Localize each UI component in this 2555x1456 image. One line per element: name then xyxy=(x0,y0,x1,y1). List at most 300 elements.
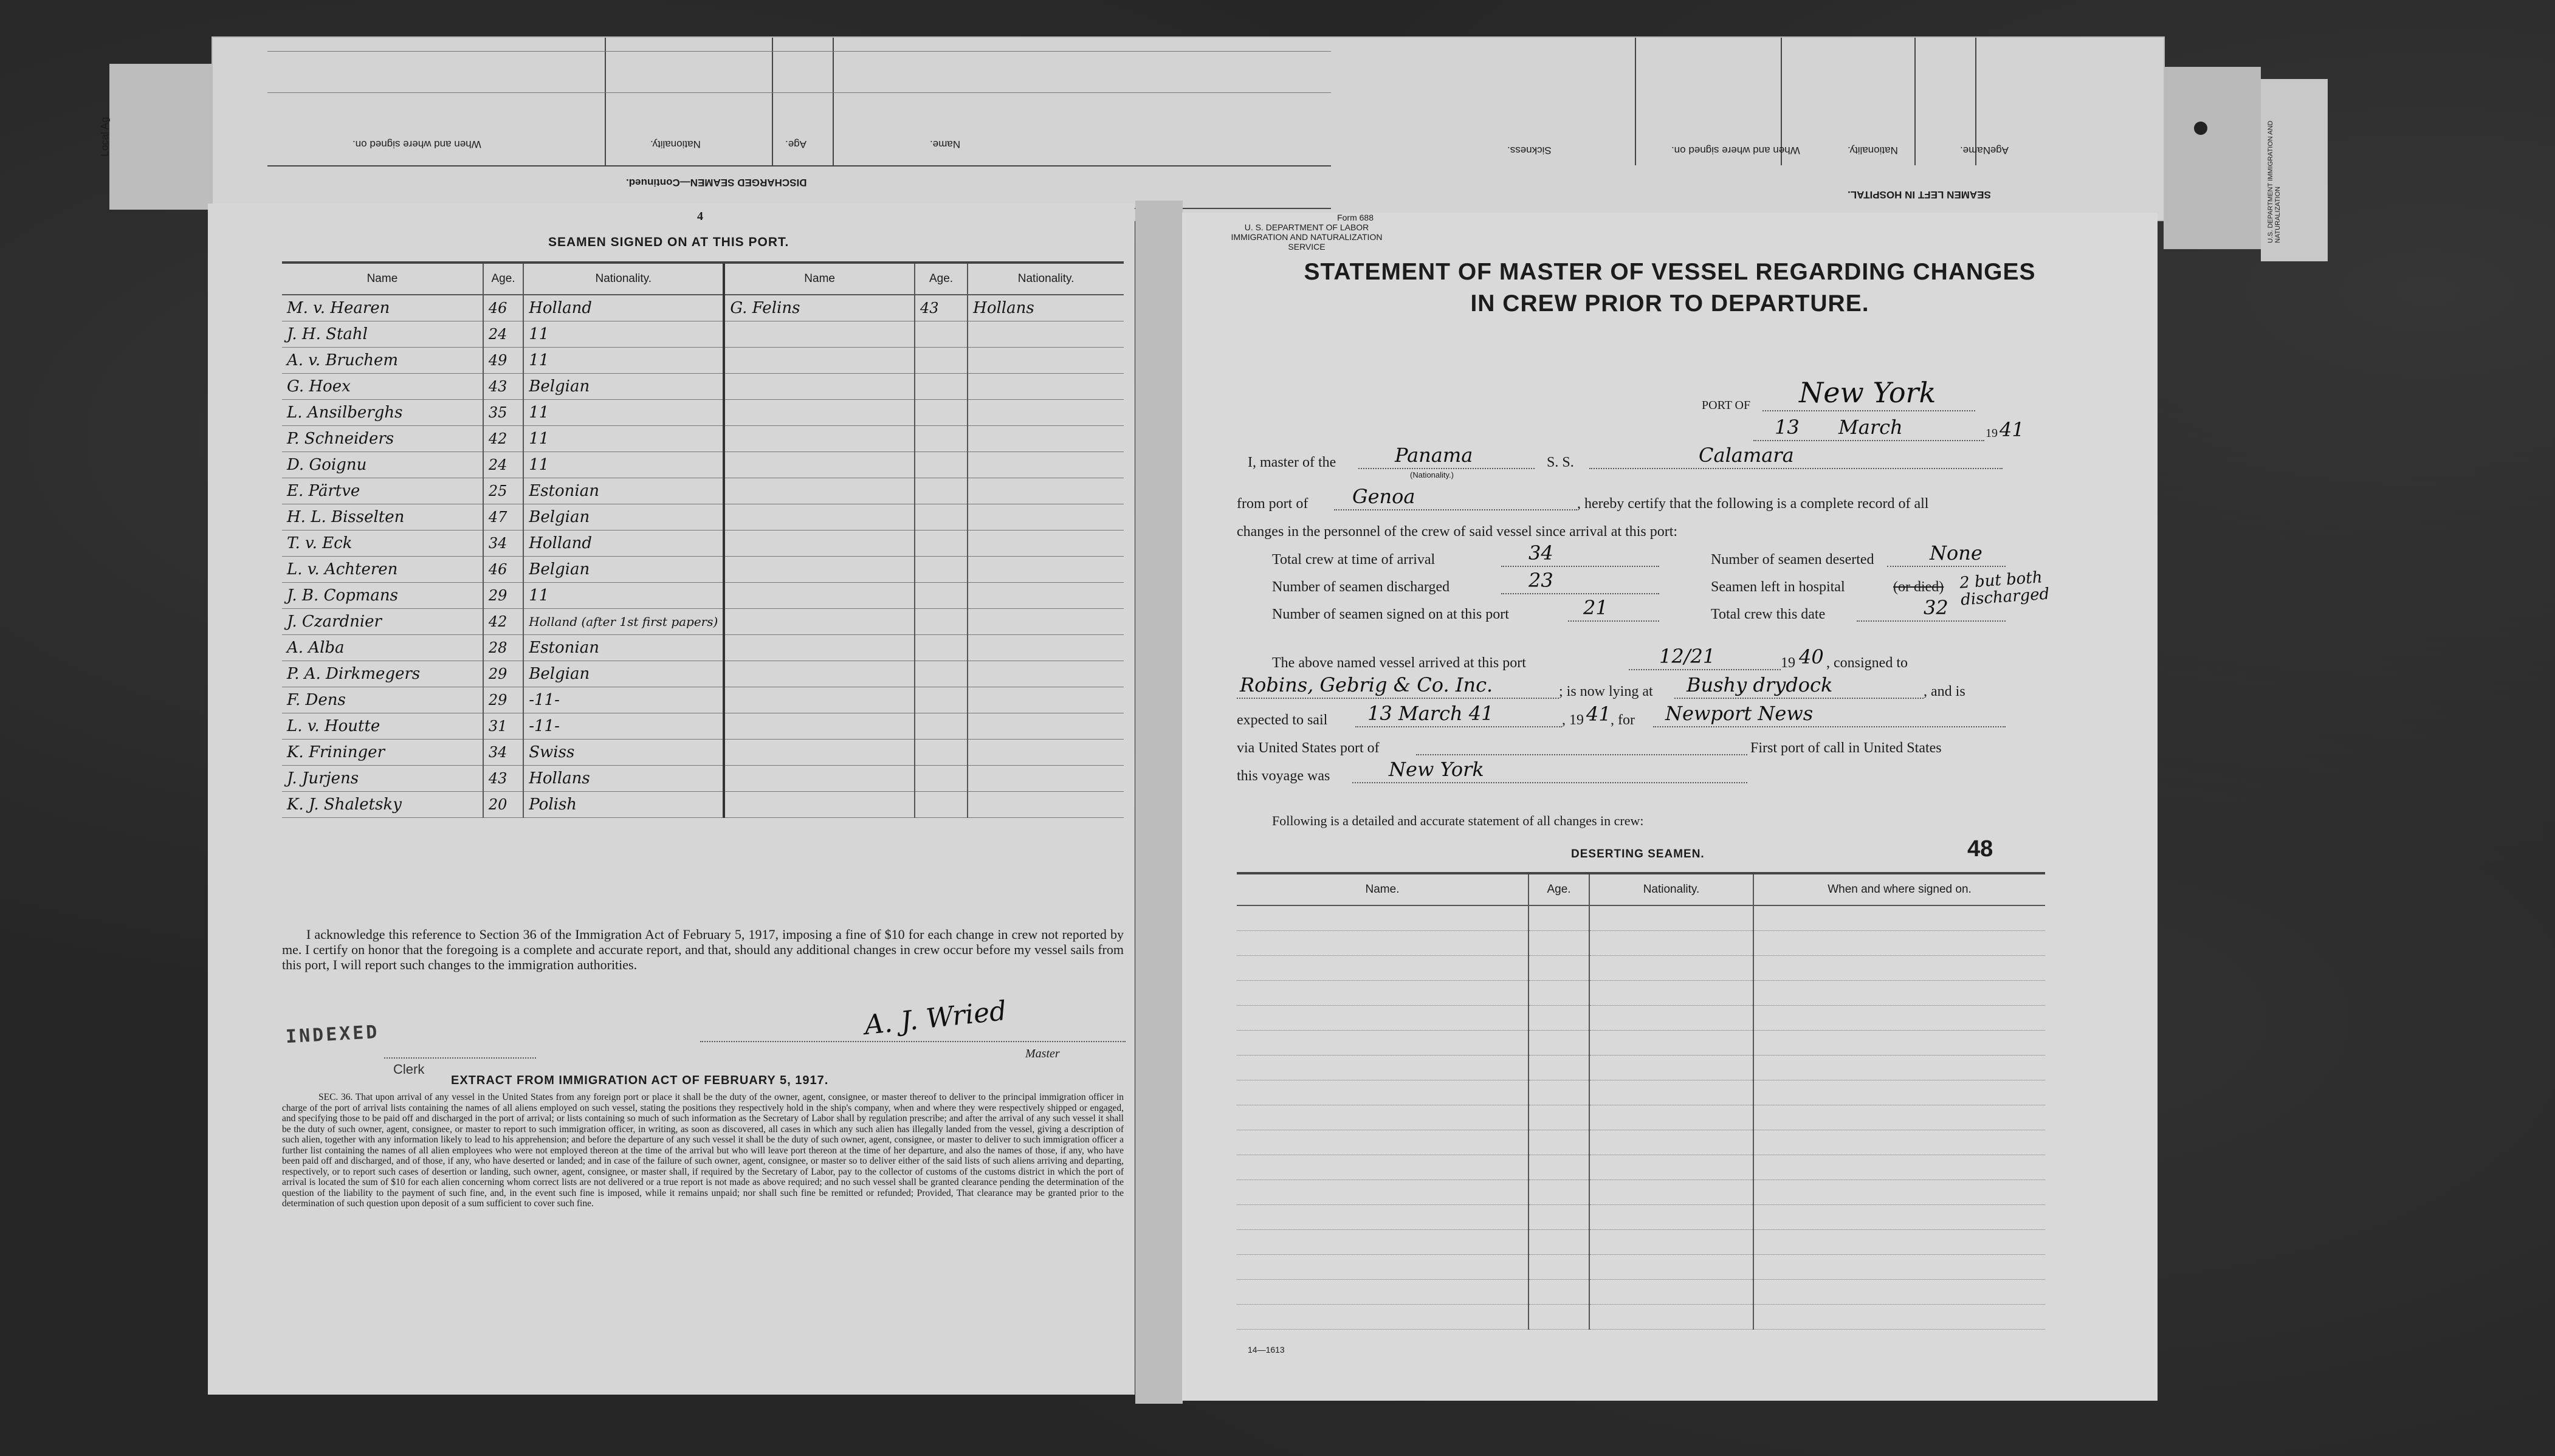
back-left-col-when: When and where signed on. xyxy=(352,139,481,150)
cell-name2 xyxy=(724,713,915,740)
blank-cell xyxy=(1529,905,1589,931)
cell-name2 xyxy=(724,583,915,609)
blank-cell xyxy=(1529,1305,1589,1330)
total-crew-arrival-value: 34 xyxy=(1529,541,1553,565)
cell-nationality2 xyxy=(968,374,1124,400)
blank-cell xyxy=(1753,1180,2045,1205)
blank-cell xyxy=(1529,956,1589,981)
cell-name2 xyxy=(724,400,915,426)
table-row xyxy=(282,713,1124,740)
deserting-col-when: When and where signed on. xyxy=(1753,873,2045,905)
table-row xyxy=(1237,1180,2045,1205)
table-row xyxy=(282,583,1124,609)
blank-cell xyxy=(1529,1205,1589,1230)
blank-cell xyxy=(1237,1205,1529,1230)
table-row xyxy=(1237,931,2045,956)
blank-cell xyxy=(1589,1130,1753,1155)
cell-name: L. v. Houtte xyxy=(282,713,483,740)
extract-text: SEC. 36. That upon arrival of any vessel in the United States from any foreign port or place it shall be the duty of the owner, agent, consignee, or master thereof to deliver to the principal immigration officer in charge of the port of arrival lists containing the names of all aliens employed on such vessel, stating the positions they respectively hold in the ship's company, when and where they were respectively shipped or engaged, and specifying those to be paid off and discharged in the port of arrival; or lists containing so much of such information as the Secretary of Labor shall by regulation prescribe; and after the arrival of any such vessel it shall be the duty of such owner, agent, consignee, or master to report to such immigration officer, in writing, as soon as discovered, all cases in which any such alien has illegally landed from the vessel, giving a description of such alien, together with any information likely to lead to his apprehension; and before the departure of any such vessel it shall be the duty of such owner, agent, consignee, or master to deliver to such immigration officer a further list containing the names of all alien employees who were not employed thereon at the time of the arrival but who will leave port thereon at the time of her departure, and also the names of those, if any, who have been paid off and discharged, and of those, if any, who have deserted or landed; and in case of the failure of such owner, agent, consignee, or master so to deliver either of the said lists of such aliens arriving and departing, respectively, or to report such cases of desertion or landing, such owner, agent, consignee, or master shall, if required by the Secretary of Labor, pay to the collector of customs of the customs district in which the port of arrival is located the sum of $10 for each alien concerning whom correct lists are not delivered or a true report is not made as above required; and no such vessel shall be granted clearance pending the determination of the question of the liability to the payment of such fine, and, in the event such fine is imposed, while it remains unpaid; nor shall such fine be remitted or refunded; Provided, That clearance may be granted prior to the determination of such question upon deposit of a sum sufficient to cover such fine. xyxy=(282,1092,1124,1209)
table-row xyxy=(1237,1230,2045,1255)
hospital-value: 2 but both discharged xyxy=(1959,568,2051,610)
consignee-field xyxy=(1237,670,1559,699)
cell-age2 xyxy=(915,557,968,583)
cell-nationality2 xyxy=(968,583,1124,609)
and-is-label: , and is xyxy=(1924,684,1965,699)
cell-nationality: Swiss xyxy=(523,740,724,766)
total-crew-date-label: Total crew this date xyxy=(1711,606,1826,622)
date-year: 41 xyxy=(2000,418,2024,441)
cell-nationality2 xyxy=(968,426,1124,452)
divider xyxy=(267,165,1331,167)
blank-cell xyxy=(1237,1130,1529,1155)
table-row xyxy=(282,557,1124,583)
expected-value: 13 March 41 xyxy=(1367,702,1494,725)
signed-on-field xyxy=(1568,592,1659,622)
cell-age: 31 xyxy=(483,713,523,740)
table-row xyxy=(282,321,1124,348)
blank-cell xyxy=(1589,1056,1753,1080)
cell-nationality: 11 xyxy=(523,400,724,426)
table-row xyxy=(1237,1130,2045,1155)
extract-heading: EXTRACT FROM IMMIGRATION ACT OF FEBRUARY 5, 1917. xyxy=(451,1074,829,1087)
expected-label: expected to sail xyxy=(1237,712,1328,728)
blank-cell xyxy=(1237,1180,1529,1205)
cell-nationality: 11 xyxy=(523,321,724,348)
blank-cell xyxy=(1529,1056,1589,1080)
cell-nationality: 11 xyxy=(523,348,724,374)
for-label: , for xyxy=(1611,712,1635,728)
cell-nationality: 11 xyxy=(523,583,724,609)
table-row xyxy=(282,426,1124,452)
blank-cell xyxy=(1589,1255,1753,1280)
cell-age: 42 xyxy=(483,426,523,452)
back-right-col-when: When and where signed on. xyxy=(1671,145,1800,156)
right-edge-strip xyxy=(2164,67,2261,249)
blank-cell xyxy=(1589,1006,1753,1031)
expected-field xyxy=(1355,698,1562,727)
cell-nationality2 xyxy=(968,452,1124,478)
cell-name2 xyxy=(724,426,915,452)
blank-cell xyxy=(1753,1056,2045,1080)
blank-cell xyxy=(1529,1155,1589,1180)
cell-age: 34 xyxy=(483,740,523,766)
blank-cell xyxy=(1237,1230,1529,1255)
back-left-heading: DISCHARGED SEAMEN—Continued. xyxy=(626,177,807,188)
cell-age2 xyxy=(915,583,968,609)
blank-cell xyxy=(1589,1305,1753,1330)
blank-cell xyxy=(1753,1155,2045,1180)
deserting-table xyxy=(1237,872,2045,1330)
cell-nationality: Estonian xyxy=(523,478,724,504)
table-row xyxy=(1237,1080,2045,1105)
total-crew-date-value: 32 xyxy=(1924,596,1948,619)
form-header xyxy=(1216,213,1398,252)
blank-cell xyxy=(1753,1105,2045,1130)
back-right-col-sickness: Sickness. xyxy=(1507,145,1552,156)
sail-year-prefix: , 19 xyxy=(1562,712,1584,728)
table-row xyxy=(1237,1305,2045,1330)
table-row xyxy=(1237,1205,2045,1230)
blank-cell xyxy=(1589,1155,1753,1180)
blank-cell xyxy=(1753,1280,2045,1305)
cell-name: J. H. Stahl xyxy=(282,321,483,348)
cell-age: 42 xyxy=(483,609,523,635)
cell-age: 49 xyxy=(483,348,523,374)
voyage-label: this voyage was xyxy=(1237,768,1330,784)
blank-cell xyxy=(1529,1031,1589,1056)
discharged-label: Number of seamen discharged xyxy=(1272,579,1450,595)
blank-cell xyxy=(1237,1056,1529,1080)
blank-cell xyxy=(1237,1105,1529,1130)
cell-nationality2 xyxy=(968,348,1124,374)
cell-age2 xyxy=(915,348,968,374)
cell-age2: 43 xyxy=(915,295,968,321)
acknowledgment-text: I acknowledge this reference to Section 36 of the Immigration Act of February 5, 1917, imposing a fine of $10 for each change in crew not reported by me. I certify on honor that the foregoing is a complete and accurate report, and that, should any additional changes in crew occur before my vessel sails from this port, I will report such changes to the immigration authorities. xyxy=(282,927,1124,972)
blank-cell xyxy=(1529,931,1589,956)
port-label: PORT OF xyxy=(1702,399,1751,412)
blank-cell xyxy=(1753,956,2045,981)
deserted-value: None xyxy=(1930,541,1982,565)
nationality-field xyxy=(1358,439,1535,469)
cell-name: L. Ansilberghs xyxy=(282,400,483,426)
divider xyxy=(267,92,1331,93)
blank-cell xyxy=(1753,1130,2045,1155)
blank-cell xyxy=(1237,1031,1529,1056)
title-line-2: IN CREW PRIOR TO DEPARTURE. xyxy=(1470,290,1869,317)
deserting-col-nationality: Nationality. xyxy=(1589,873,1753,905)
cell-nationality2 xyxy=(968,478,1124,504)
divider xyxy=(772,38,773,165)
back-left-col-name: Name. xyxy=(930,139,961,150)
cell-name: J. Czardnier xyxy=(282,609,483,635)
cell-age2 xyxy=(915,687,968,713)
right-page xyxy=(1182,213,2158,1401)
blank-cell xyxy=(1237,1255,1529,1280)
cell-name: F. Dens xyxy=(282,687,483,713)
arrived-value: 12/21 xyxy=(1659,645,1716,668)
cell-nationality: Holland (after 1st first papers) xyxy=(523,609,724,635)
blank-cell xyxy=(1589,1205,1753,1230)
cell-name: L. v. Achteren xyxy=(282,557,483,583)
form-number: Form 688 xyxy=(1337,213,1374,222)
cell-nationality: 11 xyxy=(523,452,724,478)
blank-cell xyxy=(1753,1255,2045,1280)
table-row xyxy=(1237,1255,2045,1280)
cell-name: E. Pärtve xyxy=(282,478,483,504)
cell-nationality: Belgian xyxy=(523,661,724,687)
nationality-caption: (Nationality.) xyxy=(1410,470,1454,479)
destination-value: Newport News xyxy=(1665,702,1814,725)
back-right-col-age: Age. xyxy=(1987,145,2009,156)
lying-value: Bushy drydock xyxy=(1687,673,1833,696)
deserted-label: Number of seamen deserted xyxy=(1711,552,1874,568)
cell-nationality: Hollans xyxy=(523,766,724,792)
table-row xyxy=(1237,956,2045,981)
cell-age: 29 xyxy=(483,687,523,713)
signed-on-value: 21 xyxy=(1583,596,1608,619)
cell-age: 46 xyxy=(483,557,523,583)
blank-cell xyxy=(1753,1305,2045,1330)
divider xyxy=(833,38,834,165)
blank-cell xyxy=(1237,1006,1529,1031)
table-row xyxy=(282,374,1124,400)
lying-field xyxy=(1674,670,1924,699)
cell-age2 xyxy=(915,661,968,687)
table-row xyxy=(1237,905,2045,931)
table-row xyxy=(1237,981,2045,1006)
title-line-1: STATEMENT OF MASTER OF VESSEL REGARDING CHANGES xyxy=(1304,259,2036,285)
blank-cell xyxy=(1237,1155,1529,1180)
back-left-col-nationality: Nationality. xyxy=(650,139,701,150)
voyage-value: New York xyxy=(1389,758,1484,781)
page-number-48: 48 xyxy=(1967,836,1993,862)
blank-cell xyxy=(1529,1180,1589,1205)
table-row xyxy=(282,504,1124,531)
cell-name: J. B. Copmans xyxy=(282,583,483,609)
discharged-field xyxy=(1501,565,1659,594)
department: U. S. DEPARTMENT OF LABOR xyxy=(1244,222,1369,232)
blank-cell xyxy=(1529,981,1589,1006)
cell-nationality2: Hollans xyxy=(968,295,1124,321)
cell-name2 xyxy=(724,504,915,531)
blank-cell xyxy=(1589,1031,1753,1056)
cell-name2 xyxy=(724,374,915,400)
blank-cell xyxy=(1589,1280,1753,1305)
master-label: Master xyxy=(1025,1047,1060,1060)
cell-nationality2 xyxy=(968,635,1124,661)
cell-nationality: Belgian xyxy=(523,374,724,400)
blank-cell xyxy=(1589,981,1753,1006)
blank-cell xyxy=(1237,956,1529,981)
cell-age: 25 xyxy=(483,478,523,504)
table-row xyxy=(282,452,1124,478)
blank-cell xyxy=(1237,905,1529,931)
cell-name: H. L. Bisselten xyxy=(282,504,483,531)
total-crew-arrival-label: Total crew at time of arrival xyxy=(1272,552,1436,568)
footer-code: 14—1613 xyxy=(1248,1345,1285,1355)
hospital-label: Seamen left in hospital xyxy=(1711,579,1845,595)
via-field xyxy=(1416,726,1747,755)
col-header-name: Name xyxy=(282,263,483,295)
cell-age: 24 xyxy=(483,321,523,348)
blank-cell xyxy=(1589,956,1753,981)
cell-age: 29 xyxy=(483,661,523,687)
cell-name: K. J. Shaletsky xyxy=(282,792,483,818)
deserted-field xyxy=(1887,538,2006,567)
cell-age2 xyxy=(915,766,968,792)
ship-name-field xyxy=(1589,439,2003,469)
blank-cell xyxy=(1529,1230,1589,1255)
cell-name: P. A. Dirkmegers xyxy=(282,661,483,687)
cell-age2 xyxy=(915,426,968,452)
table-row xyxy=(282,740,1124,766)
table-row xyxy=(1237,1280,2045,1305)
table-row xyxy=(282,661,1124,687)
blank-cell xyxy=(1589,1105,1753,1130)
cell-name2 xyxy=(724,609,915,635)
first-port-label: First port of call in United States xyxy=(1750,740,1942,756)
changes-text: changes in the personnel of the crew of said vessel since arrival at this port: xyxy=(1237,524,1678,540)
date-field xyxy=(1753,413,1984,441)
cell-age: 29 xyxy=(483,583,523,609)
master-of-label: I, master of the xyxy=(1248,455,1336,470)
form-title xyxy=(1182,256,2158,320)
cell-name: T. v. Eck xyxy=(282,531,483,557)
cell-name: M. v. Hearen xyxy=(282,295,483,321)
cell-name2 xyxy=(724,687,915,713)
clerk-line xyxy=(384,1057,536,1059)
blank-cell xyxy=(1589,1180,1753,1205)
back-left-col-age: Age. xyxy=(785,139,806,150)
back-right-col-name: Name. xyxy=(1960,145,1991,156)
table-row xyxy=(282,400,1124,426)
blank-cell xyxy=(1753,931,2045,956)
signed-on-heading: SEAMEN SIGNED ON AT THIS PORT. xyxy=(548,235,789,249)
certify-text: , hereby certify that the following is a complete record of all xyxy=(1577,496,1929,512)
table-row xyxy=(1237,1031,2045,1056)
cell-name: J. Jurjens xyxy=(282,766,483,792)
signed-on-table xyxy=(282,261,1124,818)
hospital-strike: (or died) xyxy=(1893,579,1944,595)
cell-name: A. Alba xyxy=(282,635,483,661)
arrived-year: 40 xyxy=(1799,645,1824,668)
table-row xyxy=(1237,1105,2045,1130)
discharged-value: 23 xyxy=(1529,569,1553,592)
blank-cell xyxy=(1529,1006,1589,1031)
deserting-col-age: Age. xyxy=(1529,873,1589,905)
cell-nationality: Polish xyxy=(523,792,724,818)
center-fold xyxy=(1135,201,1183,1404)
cell-name2 xyxy=(724,740,915,766)
cell-age: 46 xyxy=(483,295,523,321)
table-row xyxy=(282,687,1124,713)
date-year-prefix: 19 xyxy=(1986,427,1998,440)
blank-cell xyxy=(1589,1230,1753,1255)
cell-nationality2 xyxy=(968,609,1124,635)
col-header-age-2: Age. xyxy=(915,263,968,295)
cell-nationality2 xyxy=(968,740,1124,766)
cell-nationality2 xyxy=(968,687,1124,713)
blank-cell xyxy=(1529,1255,1589,1280)
cell-name2 xyxy=(724,557,915,583)
cell-age2 xyxy=(915,478,968,504)
cell-nationality: Estonian xyxy=(523,635,724,661)
cell-age2 xyxy=(915,792,968,818)
cell-age2 xyxy=(915,531,968,557)
cell-age2 xyxy=(915,740,968,766)
blank-cell xyxy=(1589,905,1753,931)
cell-name: D. Goignu xyxy=(282,452,483,478)
blank-cell xyxy=(1237,1080,1529,1105)
via-label: via United States port of xyxy=(1237,740,1380,756)
sail-year: 41 xyxy=(1586,702,1611,726)
cell-name: K. Frininger xyxy=(282,740,483,766)
cell-name2 xyxy=(724,348,915,374)
port-field xyxy=(1762,376,1975,411)
table-row xyxy=(282,766,1124,792)
blank-cell xyxy=(1753,1205,2045,1230)
cell-age2 xyxy=(915,713,968,740)
voyage-field xyxy=(1352,754,1747,783)
cell-nationality2 xyxy=(968,504,1124,531)
cell-nationality: Belgian xyxy=(523,504,724,531)
deserting-heading: DESERTING SEAMEN. xyxy=(1571,848,1705,860)
col-header-nationality: Nationality. xyxy=(523,263,724,295)
service: IMMIGRATION AND NATURALIZATION SERVICE xyxy=(1231,232,1383,252)
total-crew-date-field xyxy=(1857,592,2006,622)
cell-nationality: -11- xyxy=(523,687,724,713)
cell-age: 35 xyxy=(483,400,523,426)
cell-age2 xyxy=(915,374,968,400)
port-value: New York xyxy=(1799,376,1936,409)
lying-label: ; is now lying at xyxy=(1559,684,1653,699)
date-day: 13 xyxy=(1775,416,1800,439)
table-row xyxy=(282,792,1124,818)
page-number: 4 xyxy=(697,210,703,223)
signed-on-rows xyxy=(282,295,1124,818)
cell-age: 43 xyxy=(483,374,523,400)
back-sheet xyxy=(213,38,2164,220)
destination-field xyxy=(1653,698,2006,727)
blank-cell xyxy=(1753,1031,2045,1056)
cell-name: G. Hoex xyxy=(282,374,483,400)
consignee-value: Robins, Gebrig & Co. Inc. xyxy=(1240,673,1493,696)
cell-name2 xyxy=(724,531,915,557)
ship-name: Calamara xyxy=(1699,444,1794,467)
blank-cell xyxy=(1589,1080,1753,1105)
ss-label: S. S. xyxy=(1547,455,1574,470)
cell-name2 xyxy=(724,766,915,792)
col-header-nationality-2: Nationality. xyxy=(968,263,1124,295)
cell-nationality2 xyxy=(968,766,1124,792)
blank-cell xyxy=(1237,1280,1529,1305)
table-row xyxy=(282,531,1124,557)
divider xyxy=(1914,38,1916,165)
nationality-value: Panama xyxy=(1395,444,1473,467)
cell-age2 xyxy=(915,400,968,426)
blank-cell xyxy=(1753,1006,2045,1031)
indexed-stamp: INDEXED xyxy=(285,1021,380,1048)
divider xyxy=(267,51,1331,52)
blank-cell xyxy=(1529,1080,1589,1105)
cell-nationality: 11 xyxy=(523,426,724,452)
left-edge-label: Local Ag xyxy=(98,117,111,157)
cell-name2 xyxy=(724,661,915,687)
cell-nationality: Belgian xyxy=(523,557,724,583)
signed-on-label: Number of seamen signed on at this port xyxy=(1272,606,1509,622)
cell-age2 xyxy=(915,609,968,635)
cell-nationality2 xyxy=(968,321,1124,348)
divider xyxy=(605,38,606,165)
divider xyxy=(1635,38,1636,165)
table-row xyxy=(1237,1056,2045,1080)
cell-nationality2 xyxy=(968,531,1124,557)
blank-cell xyxy=(1529,1130,1589,1155)
cell-name: P. Schneiders xyxy=(282,426,483,452)
cell-age: 47 xyxy=(483,504,523,531)
total-crew-arrival-field xyxy=(1501,538,1659,567)
cell-nationality2 xyxy=(968,661,1124,687)
cell-age: 24 xyxy=(483,452,523,478)
punch-hole xyxy=(2194,122,2207,135)
cell-name2 xyxy=(724,792,915,818)
table-row xyxy=(282,635,1124,661)
cell-nationality2 xyxy=(968,713,1124,740)
consigned-label: , consigned to xyxy=(1826,655,1908,671)
blank-cell xyxy=(1753,1080,2045,1105)
cell-name2: G. Felins xyxy=(724,295,915,321)
cell-name2 xyxy=(724,321,915,348)
